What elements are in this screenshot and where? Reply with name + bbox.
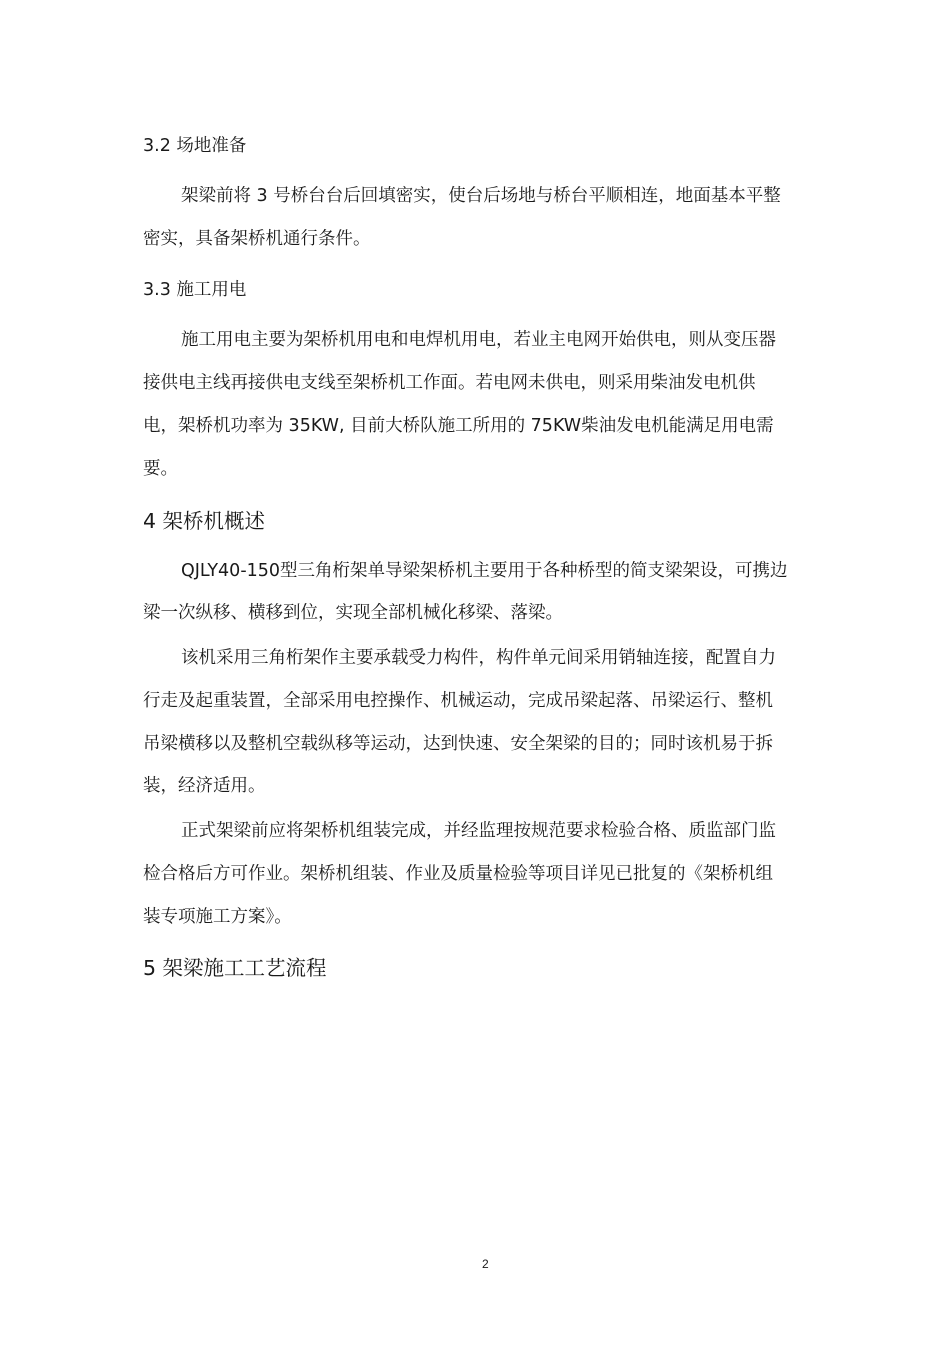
paragraph-line: 装专项施工方案》。 xyxy=(143,907,292,927)
section-3-2-heading: 3.2 场地准备 xyxy=(143,136,247,156)
paragraph-line: QJLY40-150型三角桁架单导梁架桥机主要用于各种桥型的简支梁架设，可携边 xyxy=(181,561,788,581)
section-4-heading: 4 架桥机概述 xyxy=(143,509,266,533)
paragraph-line: 行走及起重装置，全部采用电控操作、机械运动，完成吊梁起落、吊梁运行、整机 xyxy=(143,691,773,711)
paragraph-line: 电，架桥机功率为 35KW, 目前大桥队施工所用的 75KW柴油发电机能满足用电需 xyxy=(143,416,774,436)
paragraph-line: 该机采用三角桁架作主要承载受力构件，构件单元间采用销轴连接，配置自力 xyxy=(181,648,776,668)
paragraph-line: 正式架梁前应将架桥机组装完成，并经监理按规范要求检验合格、质监部门监 xyxy=(181,821,776,841)
section-5-heading: 5 架梁施工工艺流程 xyxy=(143,956,327,980)
page-number: 2 xyxy=(482,1257,489,1271)
section-3-3-heading: 3.3 施工用电 xyxy=(143,280,247,300)
paragraph-line: 梁一次纵移、横移到位，实现全部机械化移梁、落梁。 xyxy=(143,603,563,623)
paragraph-line: 要。 xyxy=(143,459,178,479)
paragraph-line: 装，经济适用。 xyxy=(143,776,266,796)
paragraph-line: 吊梁横移以及整机空载纵移等运动，达到快速、安全架梁的目的；同时该机易于拆 xyxy=(143,734,773,754)
paragraph-line: 密实，具备架桥机通行条件。 xyxy=(143,229,371,249)
paragraph-line: 施工用电主要为架桥机用电和电焊机用电，若业主电网开始供电，则从变压器 xyxy=(181,330,776,350)
paragraph-line: 检合格后方可作业。架桥机组装、作业及质量检验等项目详见已批复的《架桥机组 xyxy=(143,864,773,884)
paragraph-line: 接供电主线再接供电支线至架桥机工作面。若电网未供电，则采用柴油发电机供 xyxy=(143,373,756,393)
paragraph-line: 架梁前将 3 号桥台台后回填密实，使台后场地与桥台平顺相连，地面基本平整 xyxy=(181,186,781,206)
